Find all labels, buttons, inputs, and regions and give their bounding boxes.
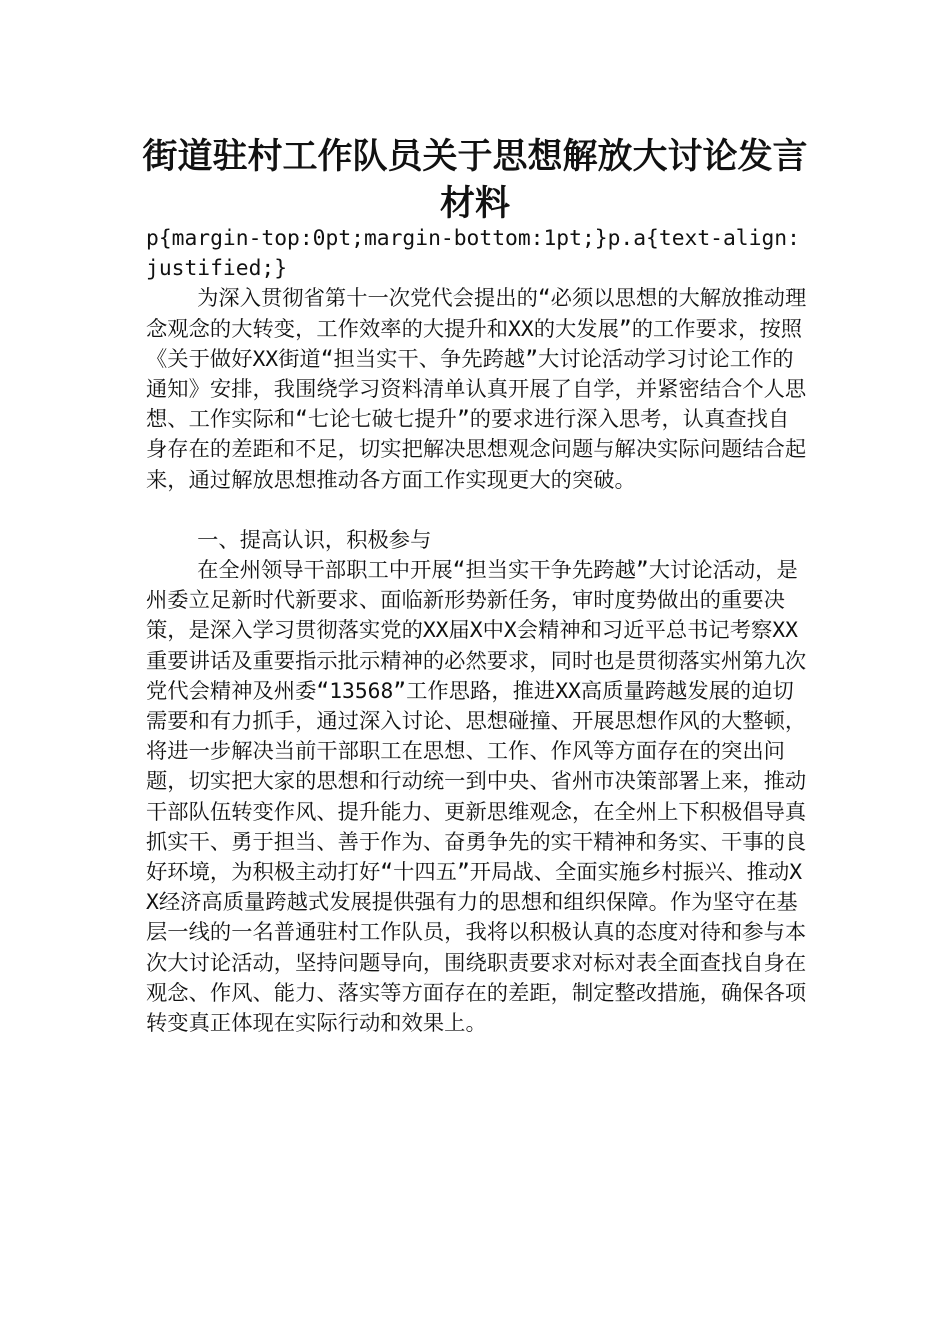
stray-css-text: p{margin-top:0pt;margin-bottom:1pt;}p.a{text-align:justified;} (146, 226, 800, 282)
document-body (146, 224, 810, 1039)
section-paragraph: 在全州领导干部职工中开展“担当实干争先跨越”大讨论活动，是州委立足新时代新要求、面临新形势新任务，审时度势做出的重要决策，是深入学习贯彻落实党的XX届X中X会精神和习近平总书记考察XX重要讲话及重要指示批示精神的必然要求，同时也是贯彻落实州第九次党代会精神及州委“13568”工作思路，推进XX高质量跨越发展的迫切需要和有力抓手，通过深入讨论、思想碰撞、开展思想作风的大整顿，将进一步解决当前干部职工在思想、工作、作风等方面存在的突出问题，切实把大家的思想和行动统一到中央、省州市决策部署上来，推动干部队伍转变作风、提升能力、更新思维观念，在全州上下积极倡导真抓实干、勇于担当、善于作为、奋勇争先的实干精神和务实、干事的良好环境，为积极主动打好“十四五”开局战、全面实施乡村振兴、推动XX经济高质量跨越式发展提供强有力的思想和组织保障。作为坚守在基层一线的一名普通驻村工作队员，我将以积极认真的态度对待和参与本次大讨论活动，坚持问题导向，围绕职责要求对标对表全面查找自身在观念、作风、能力、落实等方面存在的差距，制定整改措施，确保各项转变真正体现在实际行动和效果上。 (146, 558, 807, 1037)
intro-paragraph: 为深入贯彻省第十一次党代会提出的“必须以思想的大解放推动理念观念的大转变，工作效率的大提升和XX的大发展”的工作要求，按照《关于做好XX街道“担当实干、争先跨越”大讨论活动学习讨论工作的通知》安排，我围绕学习资料清单认真开展了自学，并紧密结合个人思想、工作实际和“七论七破七提升”的要求进行深入思考，认真查找自身存在的差距和不足，切实把解决思想观念问题与解决实际问题结合起来，通过解放思想推动各方面工作实现更大的突破。 (146, 286, 807, 493)
section-heading: 一、提高认识，积极参与 (197, 527, 432, 553)
document-title: 街道驻村工作队员关于思想解放大讨论发言材料 (142, 136, 808, 224)
